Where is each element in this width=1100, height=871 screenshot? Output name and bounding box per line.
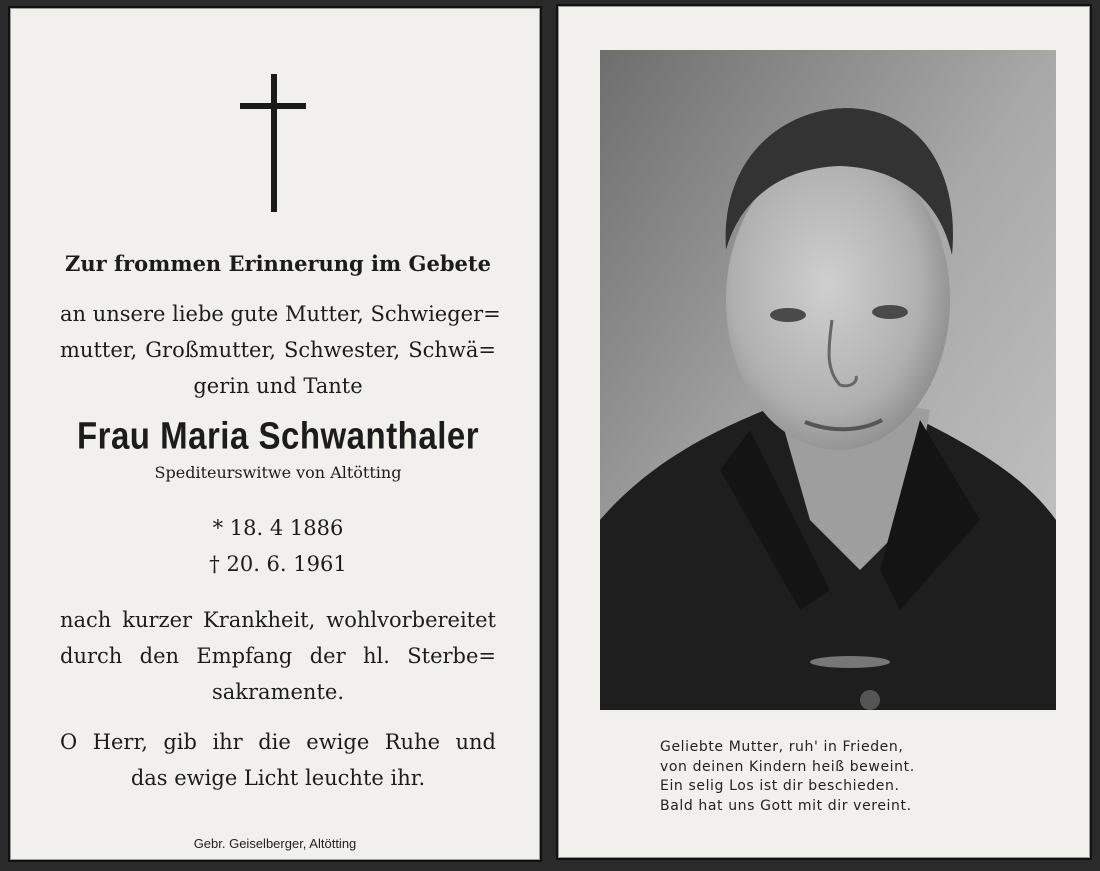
portrait-image (600, 50, 1056, 710)
heading (60, 246, 496, 282)
cross-icon (271, 74, 277, 212)
death-line: durch den Empfang der hl. Sterbe= (60, 644, 496, 668)
poem-line: von deinen Kindern heiß beweint. (660, 758, 915, 775)
prayer-line: O Herr, gib ihr die ewige Ruhe und (60, 730, 496, 754)
heading-text: Zur frommen Erinnerung im Gebete (65, 251, 491, 276)
portrait-photo (600, 50, 1056, 710)
intro-line: mutter, Großmutter, Schwester, Schwä= (60, 338, 496, 362)
death-line: nach kurzer Krankheit, wohlvorbereitet (60, 608, 496, 632)
occupation (60, 462, 496, 484)
memorial-card-left (8, 6, 542, 862)
life-dates (60, 510, 496, 582)
prayer-line: das ewige Licht leuchte ihr. (130, 766, 426, 790)
intro-line: gerin und Tante (193, 374, 363, 398)
cross-icon-bar (240, 103, 306, 109)
poem-line: Ein selig Los ist dir beschieden. (660, 778, 900, 794)
intro-line: an unsere liebe gute Mutter, Schwieger= (60, 302, 501, 326)
death-line: sakramente. (212, 680, 344, 704)
birth-date: * 18. 4 1886 (212, 516, 344, 540)
poem-line: Bald hat uns Gott mit dir vereint. (660, 797, 912, 814)
poem-line: Geliebte Mutter, ruh' in Frieden, (660, 739, 904, 755)
poem (660, 738, 990, 816)
death-date: † 20. 6. 1961 (209, 552, 347, 576)
name-text: Frau Maria Schwanthaler (76, 414, 480, 457)
printer-imprint: Gebr. Geiselberger, Altötting (193, 836, 357, 851)
death-paragraph (60, 602, 496, 710)
occupation-text: Spediteurswitwe von Altötting (154, 463, 402, 482)
memorial-card-right (556, 4, 1092, 860)
deceased-name (60, 414, 496, 457)
intro-paragraph (60, 296, 501, 404)
prayer (60, 724, 496, 796)
